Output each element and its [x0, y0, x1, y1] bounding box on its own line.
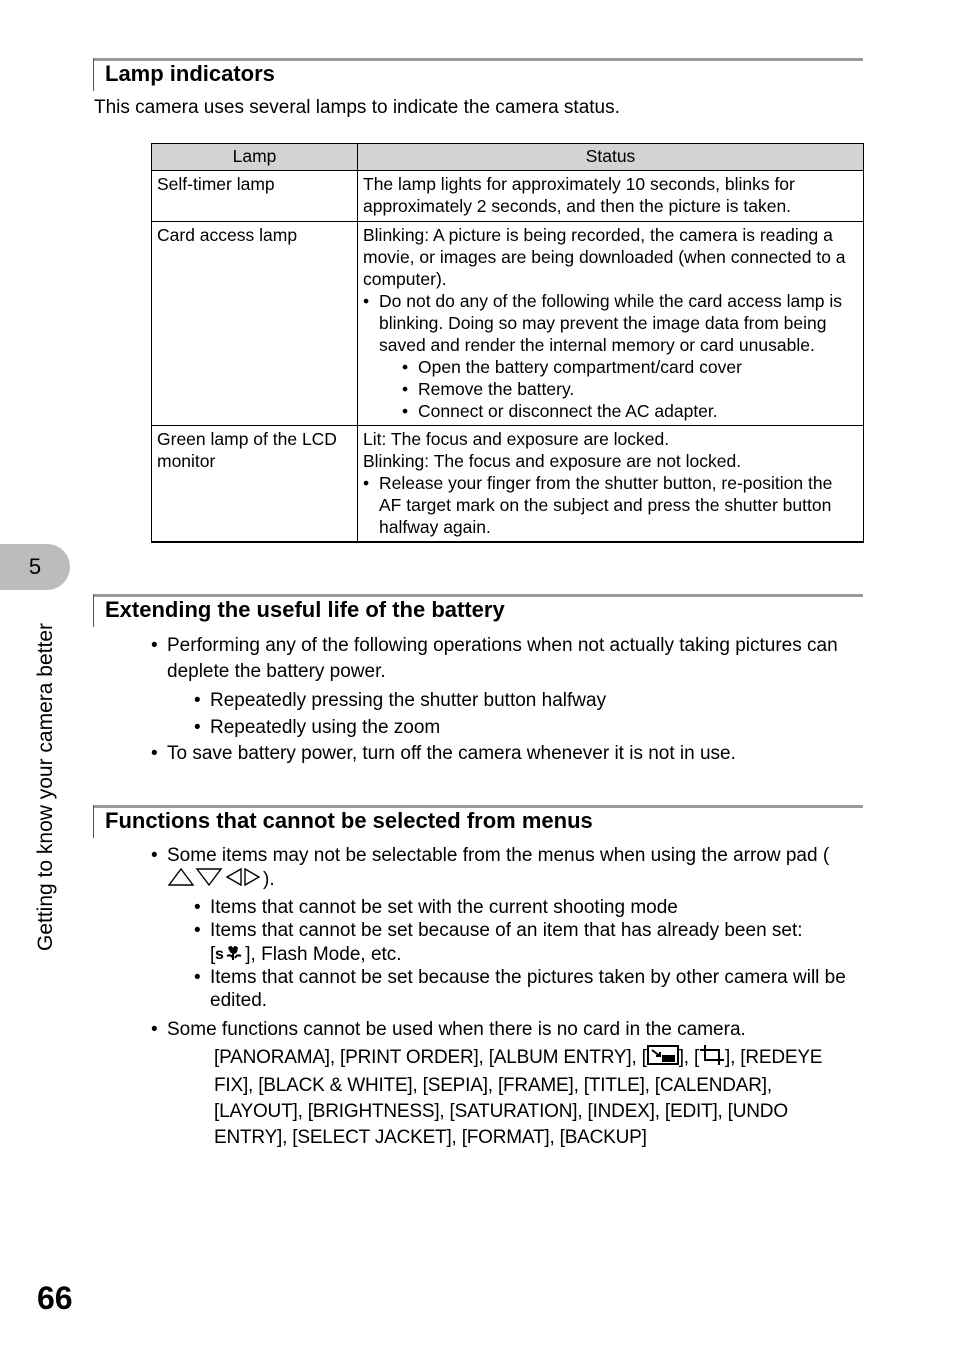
scene-mode-icon [215, 942, 245, 968]
list-item: • Some functions cannot be used when there is no card in the camera. [151, 1019, 746, 1040]
list-item: • Items that cannot be set because of an item that has already been set: [ s ], Flash Mode, etc. [210, 919, 860, 968]
status-text: Blinking: The focus and exposure are not locked. [363, 451, 742, 471]
menus-sub-bullet: Items that cannot be set with the current shooting mode [210, 897, 678, 918]
lamp-intro: This camera uses several lamps to indicate the camera status. [94, 97, 620, 118]
lamp-name: Card access lamp [152, 222, 358, 426]
status-sub-bullet-text: Open the battery compartment/card cover [418, 357, 742, 377]
lamp-status [358, 426, 864, 543]
list-item: • To save battery power, turn off the camera whenever it is not in use. [151, 743, 736, 764]
page-number: 66 [37, 1280, 73, 1316]
arrow-pad-icon [167, 867, 263, 893]
lamp-table [151, 143, 864, 543]
status-bullet-text: Release your finger from the shutter button, re-position the AF target mark on the subject and press the shutter button halfway again. [379, 473, 833, 537]
list-item: • Items that cannot be set with the current shooting mode [194, 897, 678, 918]
status-sub-bullet-text: Connect or disconnect the AC adapter. [418, 401, 718, 421]
menus-bullet-2: Some functions cannot be used when there is no card in the camera. [167, 1019, 746, 1040]
lamp-status [358, 222, 864, 426]
menus-sub-bullet-cont: ], Flash Mode, etc. [245, 944, 402, 965]
menus-sub-bullet: Items that cannot be set because the pictures taken by other camera will be edited. [210, 967, 846, 1011]
col-header-status: Status [358, 144, 864, 171]
status-text: The lamp lights for approximately 10 seconds, blinks for approximately 2 seconds, and then the picture is taken. [363, 174, 795, 216]
chapter-number: 5 [28, 554, 42, 579]
status-sub-bullet [363, 378, 858, 400]
battery-bullet-2: To save battery power, turn off the camera whenever it is not in use. [167, 743, 736, 764]
table-header-row [152, 144, 864, 171]
section-tick [93, 58, 94, 91]
battery-sub-bullet: Repeatedly pressing the shutter button halfway [210, 690, 607, 711]
battery-bullet-1: Performing any of the following operations when not actually taking pictures can deplete the battery power. [167, 635, 838, 682]
table-row [152, 222, 864, 426]
section-title-menus: Functions that cannot be selected from menus [105, 808, 593, 833]
table-row [152, 426, 864, 543]
status-sub-bullet [363, 356, 858, 378]
battery-sub-bullet: Repeatedly using the zoom [210, 717, 441, 738]
status-bullet-text: Do not do any of the following while the card access lamp is blinking. Doing so may prevent the image data from being saved and render the internal memory or card unusable. [379, 291, 843, 355]
list-item: • Some items may not be selectable from the menus when using the arrow pad (). [167, 844, 862, 893]
menus-bullet-1: Some items may not be selectable from the menus when using the arrow pad ( [167, 845, 830, 866]
status-text: Lit: The focus and exposure are locked. [363, 429, 670, 449]
status-bullet [363, 472, 858, 538]
function-list-text: ], [ [678, 1047, 700, 1068]
section-title-lamp-indicators: Lamp indicators [105, 61, 275, 86]
status-bullet [363, 290, 858, 356]
menus-sub-bullet: Items that cannot be set because of an item that has already been set: [210, 920, 803, 941]
section-tick [93, 805, 94, 838]
svg-text:s: s [215, 946, 225, 962]
crop-icon [699, 1045, 725, 1073]
lamp-name: Green lamp of the LCD monitor [152, 426, 358, 543]
status-sub-bullet [363, 400, 858, 422]
lamp-status [358, 171, 864, 222]
list-item: • Performing any of the following operations when not actually taking pictures can deplete the battery power. [151, 635, 838, 682]
function-list-text: ], [REDEYE FIX], [BLACK & WHITE], [SEPIA], [FRAME], [TITLE], [CALENDAR], [LAYOUT], [BRIGHTNESS], [SATURATION], [INDEX], [EDIT], [UNDO ENTRY], [SELECT JACKET], [FORMAT], [BACKUP] [214, 1047, 823, 1148]
col-header-lamp: Lamp [152, 144, 358, 171]
no-card-function-list [214, 1045, 862, 1151]
section-title-battery: Extending the useful life of the battery [105, 597, 505, 622]
list-item: • Items that cannot be set because the pictures taken by other camera will be edited. [194, 967, 846, 1011]
function-list-text: [PANORAMA], [PRINT ORDER], [ALBUM ENTRY], [ [214, 1047, 647, 1068]
status-text: Blinking: A picture is being recorded, the camera is reading a movie, or images are being downloaded (when connected to a computer). [363, 225, 846, 289]
status-sub-bullet-text: Remove the battery. [418, 379, 575, 399]
section-tick [93, 594, 94, 627]
resize-icon [647, 1045, 679, 1073]
chapter-title: Getting to know your camera better [34, 623, 57, 951]
table-row [152, 171, 864, 222]
list-item: • Repeatedly using the zoom [194, 717, 441, 738]
list-item: • Repeatedly pressing the shutter button halfway [194, 690, 607, 711]
lamp-name: Self-timer lamp [152, 171, 358, 222]
menus-bullet-1-end: ). [263, 869, 275, 890]
